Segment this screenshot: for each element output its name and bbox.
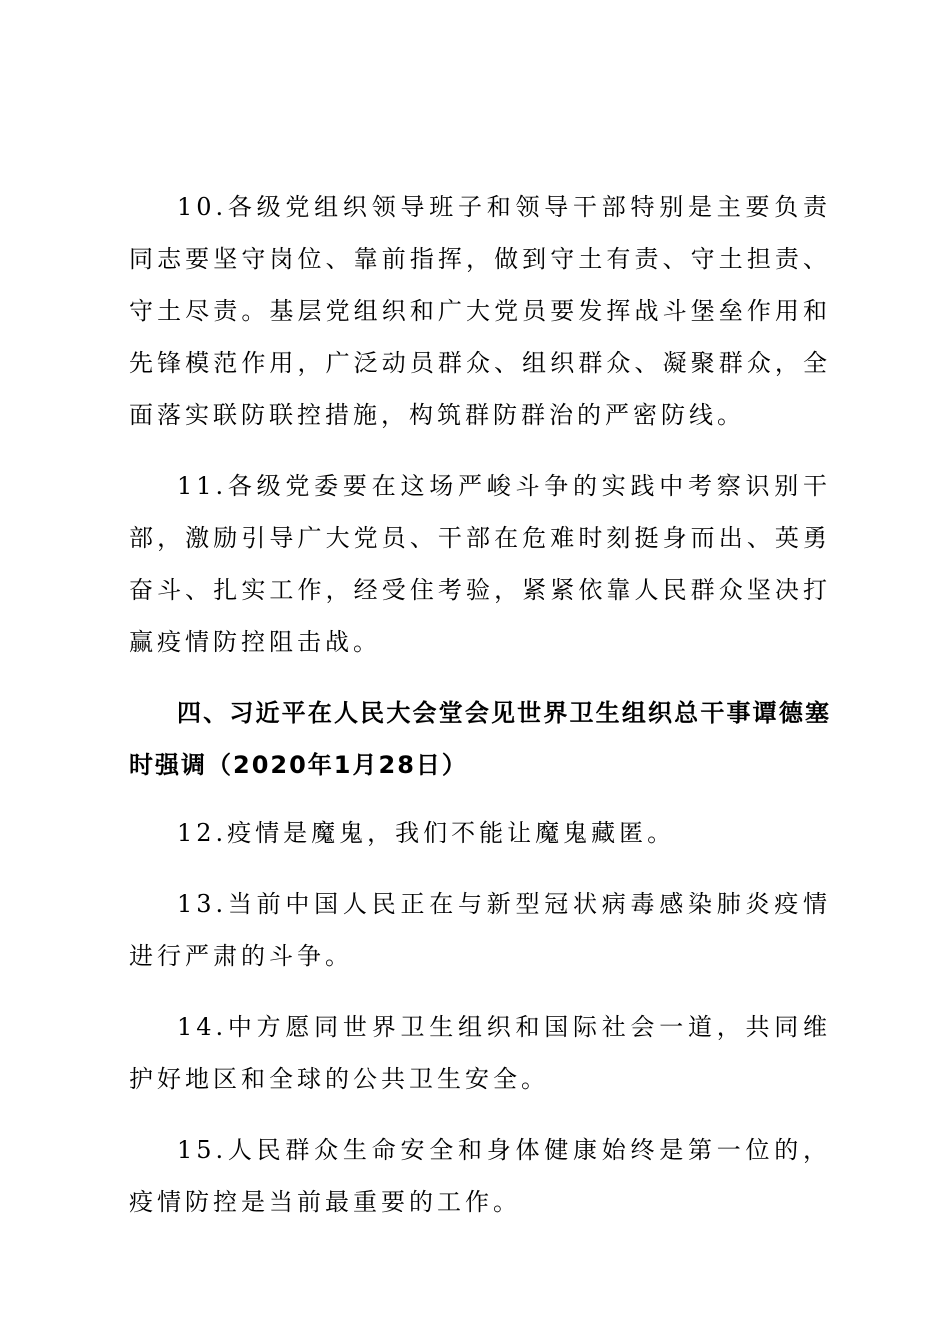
paragraph-14: 14.中方愿同世界卫生组织和国际社会一道，共同维护好地区和全球的公共卫生安全。 [129,1013,831,1093]
section-heading: 四、习近平在人民大会堂会见世界卫生组织总干事谭德塞时强调（2020年1月28日） [129,699,831,779]
paragraph-11: 11.各级党委要在这场严峻斗争的实践中考察识别干部，激励引导广大党员、干部在危难时刻挺身而出、英勇奋斗、扎实工作，经受住考验，紧紧依靠人民群众坚决打赢疫情防控阻击战。 [129,472,831,656]
paragraph-12: 12.疫情是魔鬼，我们不能让魔鬼藏匿。 [177,819,676,847]
paragraph-15: 15.人民群众生命安全和身体健康始终是第一位的，疫情防控是当前最重要的工作。 [129,1136,831,1216]
paragraph-13: 13.当前中国人民正在与新型冠状病毒感染肺炎疫情进行严肃的斗争。 [129,890,831,970]
paragraph-10: 10.各级党组织领导班子和领导干部特别是主要负责同志要坚守岗位、靠前指挥，做到守土有责、守土担责、守土尽责。基层党组织和广大党员要发挥战斗堡垒作用和先锋模范作用，广泛动员群众、组织群众、凝聚群众，全面落实联防联控措施，构筑群防群治的严密防线。 [129,193,831,429]
document-body [129,181,831,1247]
